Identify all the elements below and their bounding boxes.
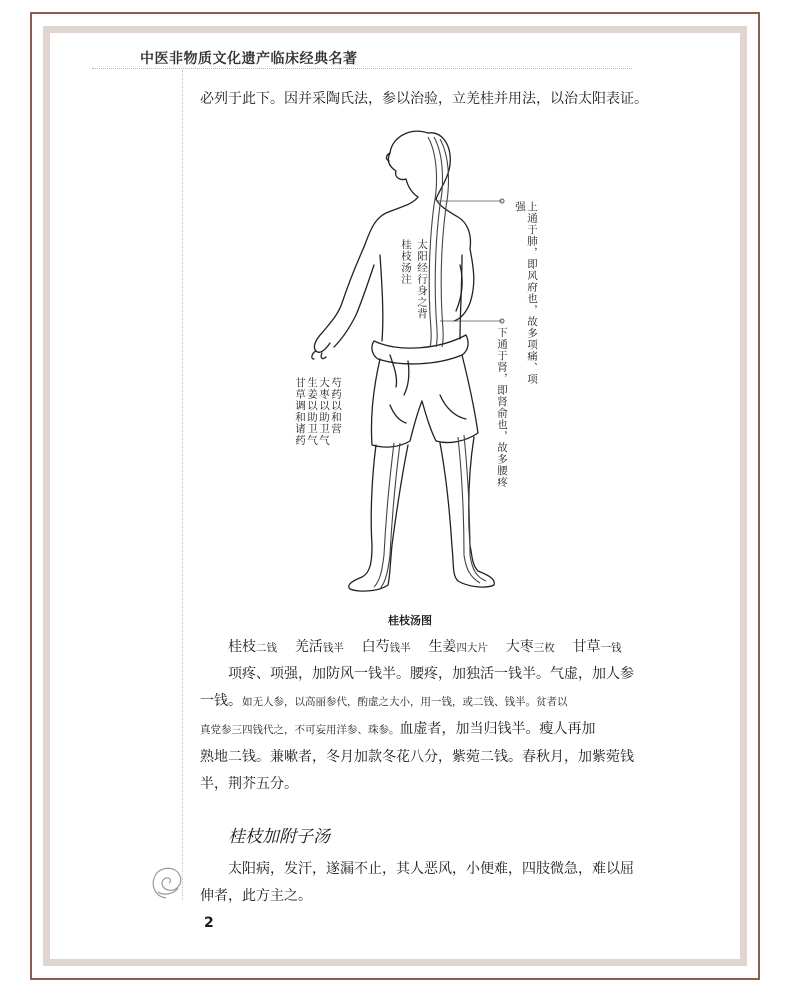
intro-line: 必列于此下。因并采陶氏法，参以治验，立羌桂并用法，以治太阳表证。	[200, 91, 648, 107]
header-divider	[92, 68, 632, 69]
mod-line-1: 项疼、项强，加防风一钱半。腰疼，加独活一钱半。气虚，加人参	[228, 666, 634, 682]
ingredient-dose: 钱半	[322, 642, 344, 654]
ingredient-name: 大枣	[505, 639, 534, 655]
section-line-1: 太阳病，发汗，遂漏不止，其人恶风，小便难，四肢微急，难以屈	[228, 861, 634, 877]
herb-note-3: 生姜以助卫气	[306, 377, 318, 446]
formula-ingredients	[228, 634, 638, 662]
annotation-upper: 上通于肺，即风府也，故多项痛、项强	[514, 201, 538, 385]
ingredient-dose: 四大片	[456, 642, 488, 654]
herb-note-2: 大枣以助卫气	[318, 377, 330, 446]
mod-note: 真党参三四钱代之，不可妄用洋参、珠参。	[200, 724, 400, 736]
ingredient-dose: 钱半	[389, 642, 411, 654]
modifications-paragraph	[200, 661, 634, 798]
figure-caption: 桂枝汤图	[388, 614, 432, 627]
mod-text: 血虚者，加当归钱半。瘦人再加	[399, 721, 596, 737]
mod-note: 如无人参，以高丽参代，酌虚之大小，用一钱，或二钱、钱半。贫者以	[242, 696, 568, 708]
mod-line-2	[200, 688, 630, 716]
ingredient-dose: 二钱	[256, 642, 277, 654]
ingredient-name: 桂枝	[228, 639, 256, 655]
formula-diagram-label: 桂枝汤注	[400, 239, 412, 285]
mod-line-5: 半，荆芥五分。	[200, 776, 298, 792]
swirl-ornament-icon	[148, 862, 184, 902]
ingredient-name: 羌活	[294, 639, 323, 655]
ingredient-name: 甘草	[572, 639, 601, 655]
ingredient-dose: 三枚	[533, 642, 555, 654]
running-header: 中医非物质文化遗产临床经典名著	[140, 51, 358, 67]
ingredient-name: 白芍	[361, 639, 390, 655]
ingredient-name: 生姜	[428, 639, 457, 655]
annotation-lower: 下通于肾，即肾俞也，故多腰疼	[496, 327, 508, 488]
section-line-2: 伸者，此方主之。	[200, 888, 312, 904]
mod-line-4: 熟地二钱。兼嗽者，冬月加款冬花八分，紫菀二钱。春秋月，加紫菀钱	[200, 749, 634, 765]
herb-note-1: 芍药以和营	[330, 377, 342, 435]
section-paragraph	[200, 856, 634, 910]
ingredient-list	[228, 634, 638, 662]
mod-line-3	[200, 716, 630, 744]
back-meridian-label: 太阳经行身之背	[416, 239, 428, 320]
section-title: 桂枝加附子汤	[228, 827, 330, 847]
ingredient-dose: 一钱	[600, 642, 622, 654]
human-figure-drawing	[290, 115, 550, 605]
page-number: 2	[204, 915, 214, 931]
figure-meridian-illustration	[290, 115, 550, 605]
intro-paragraph	[200, 86, 648, 113]
margin-divider	[182, 70, 183, 900]
mod-text: 一钱。	[200, 693, 242, 709]
herb-note-4: 甘草调和诸药	[294, 377, 306, 446]
